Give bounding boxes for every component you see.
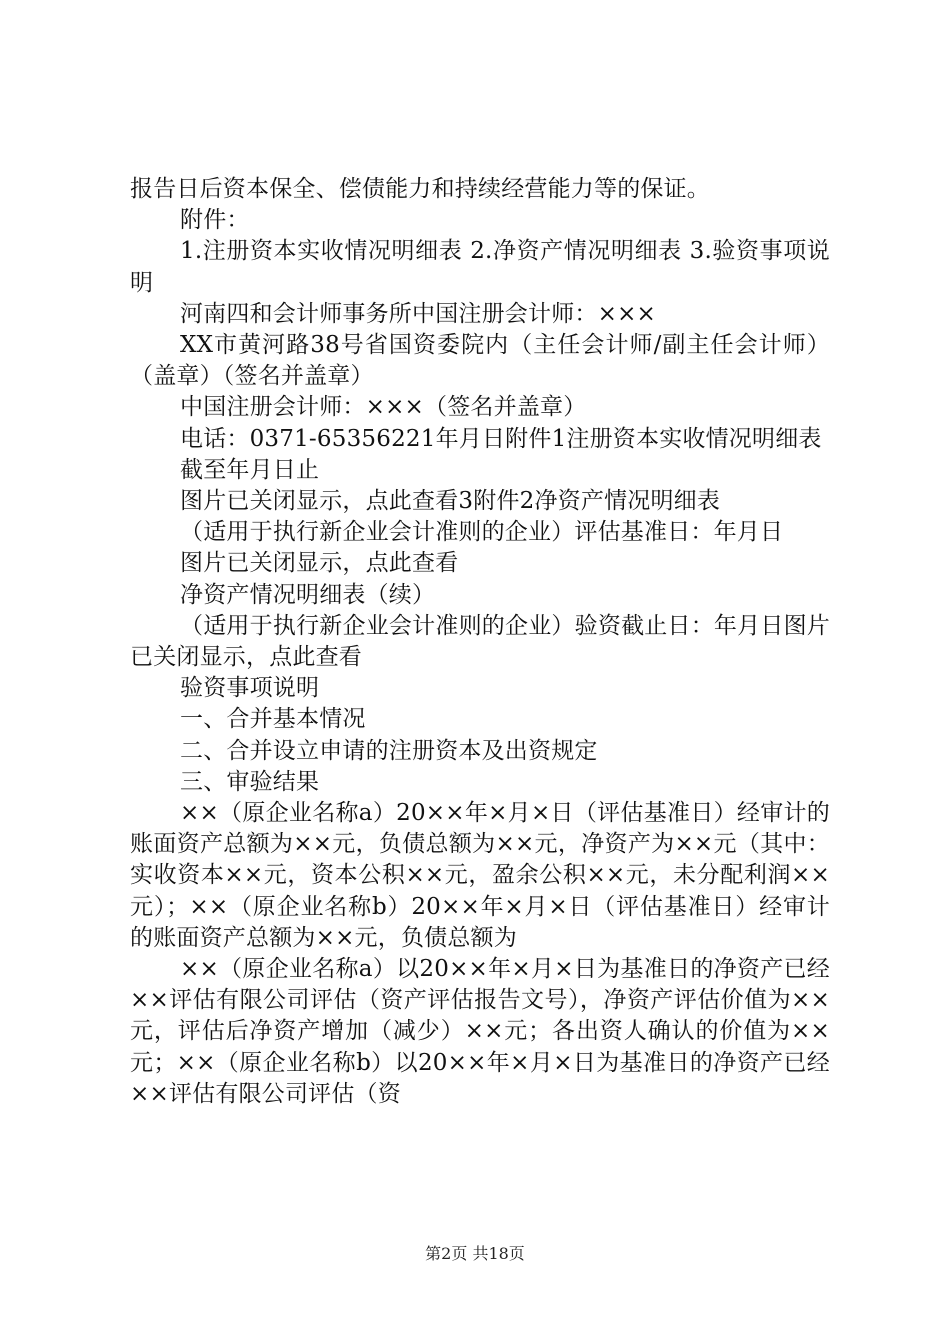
- section-heading-verification-notes: 验资事项说明: [180, 675, 320, 702]
- paragraph-attachments-heading: 附件：: [180, 207, 250, 234]
- paragraph-firm-address: XX市黄河路38号省国资委院内（主任会计师/副主任会计师）（盖章）（签名并盖章）: [130, 332, 830, 390]
- paragraph-image-hidden-1: 图片已关闭显示，点此查看3附件2净资产情况明细表: [180, 488, 721, 515]
- page-footer: 第2页 共18页: [425, 1244, 525, 1263]
- paragraph-evaluation-date: （适用于执行新企业会计准则的企业）评估基准日：年月日: [180, 519, 784, 546]
- paragraph-cpa-signature: 中国注册会计师：×××（签名并盖章）: [180, 394, 587, 421]
- paragraph-audit-details-1: ××（原企业名称a）20××年×月×日（评估基准日）经审计的账面资产总额为××元，负债总额为××元，净资产为××元（其中：实收资本××元，资本公积××元，盈余公积××元，未分配利润××元）；××（原企业名称b）20××年×月×日（评估基准日）经审计的账面资产总额为××元，负债总额为: [130, 800, 830, 951]
- section-heading-audit-results: 三、审验结果: [180, 768, 320, 795]
- paragraph-continuation: 报告日后资本保全、偿债能力和持续经营能力等的保证。: [130, 176, 710, 202]
- document-body: [130, 174, 830, 1110]
- paragraph-verification-date: （适用于执行新企业会计准则的企业）验资截止日：年月日图片已关闭显示，点此查看: [130, 612, 830, 671]
- paragraph-phone: 电话：0371-65356221年月日附件1注册资本实收情况明细表: [180, 425, 822, 452]
- paragraph-firm-name: 河南四和会计师事务所中国注册会计师：×××: [180, 300, 657, 327]
- section-heading-registered-capital: 二、合并设立申请的注册资本及出资规定: [180, 737, 598, 764]
- paragraph-cutoff-date: 截至年月日止: [180, 456, 320, 483]
- paragraph-audit-details-2: ××（原企业名称a）以20××年×月×日为基准日的净资产已经××评估有限公司评估（资产评估报告文号），净资产评估价值为××元，评估后净资产增加（减少）××元；各出资人确认的价值为××元；××（原企业名称b）以20××年×月×日为基准日的净资产已经××评估有限公司评估（资: [130, 956, 830, 1107]
- paragraph-net-assets-continued: 净资产情况明细表（续）: [180, 581, 436, 608]
- section-heading-merger-basics: 一、合并基本情况: [180, 706, 366, 733]
- paragraph-image-hidden-2: 图片已关闭显示，点此查看: [180, 550, 459, 577]
- paragraph-attachments-list: 1.注册资本实收情况明细表 2.净资产情况明细表 3.验资事项说明: [130, 238, 830, 296]
